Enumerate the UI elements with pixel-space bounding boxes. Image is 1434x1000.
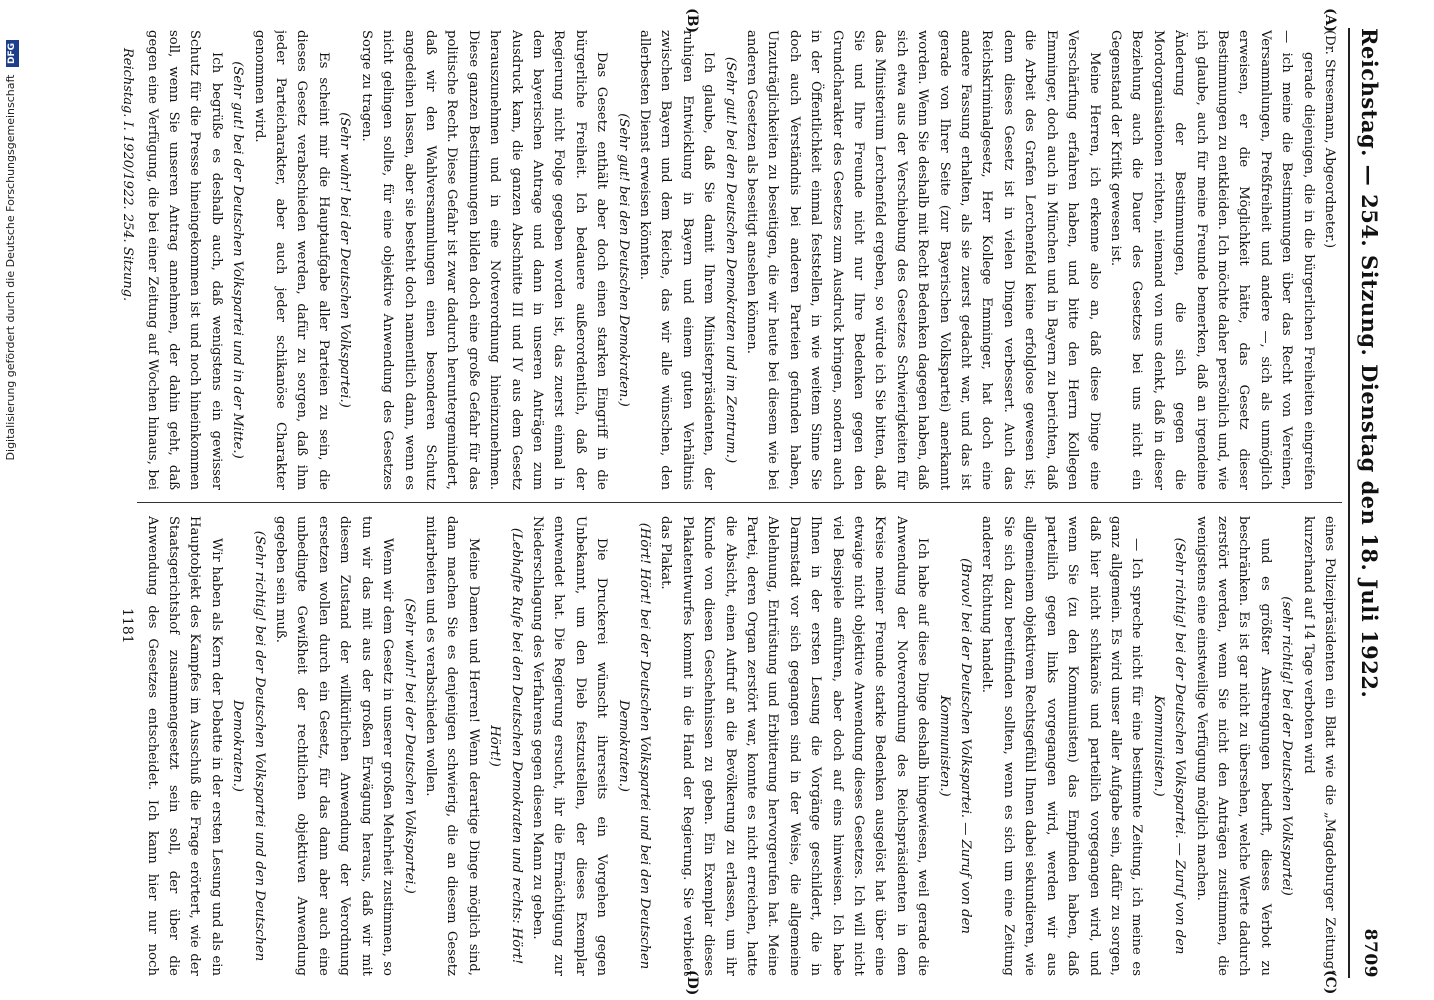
right-paragraph: — Ich spreche nicht für eine bestimmte Zeitung, ich meine es ganz allgemein. Es wird unser aller Aufgabe sein, dafür zu sorgen, daß hier nicht schikanös und parteilich vorgegangen wird, und wenn Sie (zu den Kommunisten) das Empfinden haben, daß parteilich gegen links vorgegangen wird, werden wir aus allgemeinem objektivem Rechtsgefühl Ihnen dabei sekundieren, wie Sie sich dazu bereitfinden sollten, wenn es sich um eine Zeitung anderer Richtung handelt. <box>979 516 1145 976</box>
header-title: Reichstag. — 254. Sitzung. Dienstag den 18. Juli 1922. <box>1357 28 1383 699</box>
left-column <box>145 30 1340 490</box>
right-paragraph: Ich habe auf diese Dinge deshalb hingewiesen, weil gerade die Anwendung der Notverordnung des Reichspräsidenten in dem Kreise meiner Freunde starke Bedenken ausgelöst hat über eine etwaige nicht objektive Anwendung dieses Gesetzes. Ich will nicht viel Beispiele anführen, aber doch auf eins hinweisen. Ich habe Ihnen in der ersten Lesung die Vorgänge geschildert, die in Darmstadt vor sich gegangen sind in der Weise, die allgemeine Ablehnung, Entrüstung und Erbitterung hervorgerufen hat. Meine Partei, deren Organ zerstört war, konnte es nicht erreichen, hatte die Absicht, einen Aufruf an die Bevölkerung zu erlassen, um ihr Kunde von diesen Geschehnissen zu geben. Ein Exemplar dieses Plakatentwurfes kommt in die Hand der Regierung. Sie verbietet das Plakat. <box>658 516 931 976</box>
right-interjection: (Bravo! bei der Deutschen Volkspartei. — Zuruf von den Kommunisten.) <box>936 558 974 934</box>
right-interjection: (sehr richtig! bei der Deutschen Volkspartei) <box>1279 596 1295 896</box>
left-paragraph: Meine Herren, ich erkenne also an, daß diese Dinge eine Verschärfung erfahren haben, und bitte den Herrn Kollegen Emminger, doch auch in München und in Bayern zu berichten, daß die Arbeit des Grafen Lerchenfeld keine erfolglose gewesen ist; denn dieses Gesetz ist in vielen Dingen verbessert. Auch das Reichskriminalgesetz, Herr Kollege Emminger, hat doch eine andere Fassung erhalten, als sie zuerst gedacht war, und das ist gerade von Ihrer Seite (zur Bayerischen Volkspartei) anerkannt worden. Wenn Sie deshalb mit Recht Bedenken dagegen haben, daß sich etwa aus der Verschiebung des Gesetzes Schwierigkeiten für das Ministerium Lerchenfeld ergeben, so würde ich Sie bitten, daß Sie und Ihre Freunde nicht nur Ihre Bedenken gegen den Grundcharakter des Gesetzes zum Ausdruck bringen, sondern auch in der Öffentlichkeit einmal feststellen, in wie weitem Sinne Sie doch auch Verständnis bei anderen Parteien gefunden haben, Unzuträglichkeiten zu beseitigen, die wir heute bei diesem wie bei anderen Gesetzen als beseitigt ansehen können. <box>744 30 1102 490</box>
left-paragraph: Das Gesetz enthält aber doch einen starken Eingriff in die bürgerliche Freiheit. Ich bedauere außerordentlich, daß der Regierung nicht Folge gegeben worden ist, das zuerst einmal in dem bayerischen Antrage und dann in unseren Anträgen zum Ausdruck kam, die ganzen Abschnitte III und IV aus dem Gesetz herauszunehmen und in eine Notverordnung hineinzunehmen. Diese ganzen Bestimmungen bilden doch eine große Gefahr für das politische Recht. Diese Gefahr ist zwar dadurch heruntergemindert, daß wir den Wahlversammlungen einen besonderen Schutz angedeihen lassen, aber sie besteht doch namentlich dann, wenn es nicht gelingen sollte, für eine objektive Anwendung des Gesetzes Sorge zu tragen. <box>358 30 610 490</box>
margin-mark-c: (C) <box>1322 970 1338 995</box>
credit-text: Digitalisierung gefördert durch die Deutsche Forschungsgemeinschaft <box>4 74 17 461</box>
margin-mark-d: (D) <box>684 970 700 996</box>
right-interjection: (Lebhafte Rufe bei den Deutschen Demokraten und rechts: Hört! Hört!) <box>487 527 524 965</box>
right-interjection: (Sehr richtig! bei der Deutschen Volkspartei und den Deutschen Demokraten.) <box>230 530 267 962</box>
margin-mark-a: (A) <box>1322 8 1338 33</box>
page-header <box>1348 28 1390 978</box>
left-interjection: (Sehr wahr! bei der Deutschen Volkspartei.) <box>337 112 353 408</box>
dfg-logo: DFG <box>6 40 19 67</box>
left-interjection: (Sehr gut! bei den Deutschen Demokraten.) <box>615 113 631 407</box>
right-interjection: (Hört! Hört! bei der Deutschen Volkspartei und bei den Deutschen Demokraten.) <box>615 522 652 970</box>
left-paragraph: Es scheint mir die Hauptaufgabe aller Parteien zu sein, die dieses Gesetz verabschieden werden, dafür zu sorgen, daß ihm jeder Parteicharakter, aber auch jeder schikanöse Charakter genommen wird. <box>251 30 331 490</box>
footer-page-number: 1181 <box>119 608 135 644</box>
right-interjection: (Sehr wahr! bei der Deutschen Volkspartei.) <box>401 598 417 894</box>
left-paragraph: Ich begrüße es deshalb auch, daß wenigstens ein gewisser Schutz für die Presse hineingekommen ist und noch hineinkommen soll, wenn Sie unseren Antrag annehmen, der dahin geht, daß gegen eine Verfügung, die bei einer Zeitung auf Wochen hinaus, bei <box>145 30 224 490</box>
right-paragraph: und es größter Anstrengungen bedurft, dieses Verbot zu beschränken. Es ist gar nicht zu übersehen, welche Werte dadurch zerstört werden, wenn Sie nicht den Anträgen zustimmen, die wenigstens eine einstweilige Verfügung möglich machen. <box>1193 516 1273 976</box>
footer-reference: Reichstag. I. 1920/1922. 254. Sitzung. <box>120 48 135 302</box>
right-paragraph: Meine Damen und Herren! Wenn derartige Dinge möglich sind, dann machen Sie es denjenigen schwierig, die an diesem Gesetz mitarbeiten und es verabschieden wollen. <box>422 516 481 976</box>
right-paragraph: Wir haben als Kern der Debatte in der ersten Lesung und als ein Hauptobjekt des Kampfes im Ausschuß die Frage erörtert, wie der Staatsgerichtshof zusammengesetzt sein soll, der über die Anwendung des Gesetzes entscheidet. Ich kann hier nur noch <box>145 516 224 976</box>
header-page-number: 8709 <box>1360 928 1380 978</box>
margin-mark-b: (B) <box>684 8 700 34</box>
digitization-credit <box>2 0 20 1000</box>
column-divider <box>137 502 1342 503</box>
right-column <box>145 516 1340 976</box>
left-interjection: (Sehr gut! bei der Deutschen Volkspartei und in der Mitte.) <box>230 61 246 459</box>
right-paragraph: eines Polizeipräsidenten ein Blatt wie die „Magdeburger Zeitung“ kurzerhand auf 14 Tage verboten wird <box>1300 516 1337 976</box>
left-paragraph: Ich glaube, daß Sie damit Ihrem Ministerpräsidenten, der ruhigen Entwicklung in Bayern und einem guten Verhältnis zwischen Bayern und dem Reiche, das wir alle wünschen, den allerbesten Dienst erweisen könnten. <box>637 30 717 490</box>
scanned-page <box>70 8 1390 998</box>
left-paragraph: (Dr. Stresemann, Abgeordneter.) <box>1322 30 1337 249</box>
right-paragraph: Die Druckerei wünscht ihrerseits ein Vorgehen gegen Unbekannt, um den Dieb festzustellen, der dieses Exemplar entwendet hat. Die Regierung ersucht, ihr die Ermächtigung zur Niederschlagung des Verfahrens gegen diesen Mann zu geben. <box>529 516 610 976</box>
right-interjection: (Sehr richtig! bei der Deutschen Volkspartei. — Zuruf von den Kommunisten.) <box>1150 537 1188 955</box>
right-paragraph: Wenn wir dem Gesetz in unserer großen Mehrheit zustimmen, so tun wir das mit aus der großen Erwägung heraus, daß wir mit diesem Zustand der willkürlichen Anwendung der Verordnung ersetzen wollen durch ein Gesetz, für das dann aber auch eine unbedingte Gewißheit der rechtlichen objektiven Anwendung gegeben sein muß. <box>273 516 396 976</box>
left-interjection: (Sehr gut! bei den Deutschen Demokraten und im Zentrum.) <box>722 56 738 464</box>
left-paragraph: gerade diejenigen, die in die bürgerlichen Freiheiten eingreifen — ich meine die Bestimmungen über das Recht von Vereinen, Versammlungen, Preßfreiheit und andere —, sich als unmöglich erweisen, er die Möglichkeit hätte, das Gesetz dieser Bestimmungen zu entkleiden. Ich möchte daher persönlich und, wie ich glaube, auch für meine Freunde bemerken, daß an irgendeine Änderung der Bestimmungen, die sich gegen die Mordorganisationen richten, niemand von uns denkt, daß in dieser Beziehung auch die Dauer des Gesetzes bei uns nicht ein Gegenstand der Kritik gewesen ist. <box>1107 30 1316 490</box>
